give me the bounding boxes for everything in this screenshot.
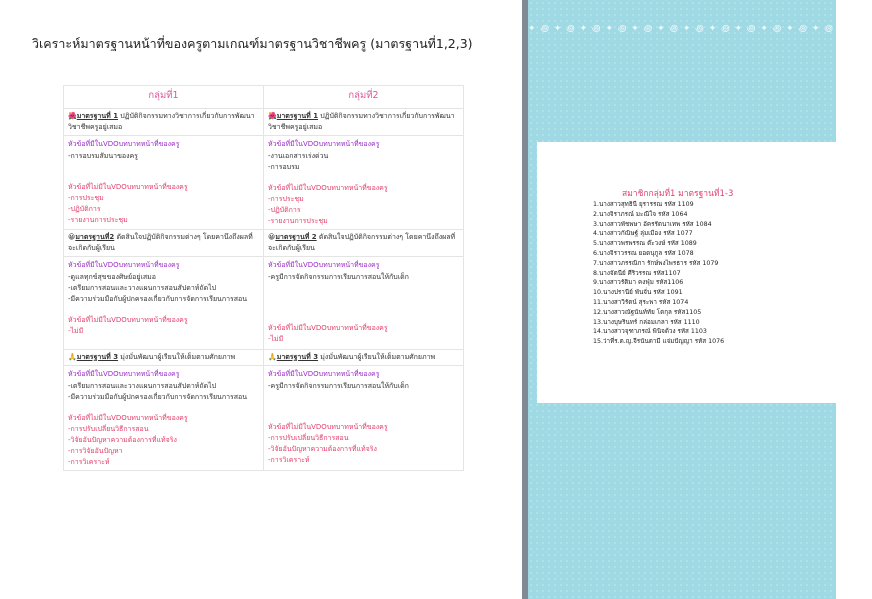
found-title: หัวข้อที่มีในVDOบทบาทหน้าที่ของครู [68, 261, 180, 269]
flower-icon: 🌺 [268, 112, 277, 120]
list-item: 3.นางสาวพัชพษา อัครรัตนาเทพ รหัส 1084 [593, 220, 712, 228]
members-card [537, 142, 836, 403]
standard-2-group2-content [264, 257, 464, 350]
analysis-table [63, 85, 464, 471]
group1-header: กลุ่มที่1 [64, 86, 264, 109]
missing-title: หัวข้อที่ไม่มีในVDOบทบาทหน้าที่ของครู [268, 184, 388, 192]
table-row [64, 350, 464, 366]
list-item: -มีความร่วมมือกับผู้ปกครองเกี่ยวกับการจัดการเรียนการสอน [68, 295, 248, 303]
list-item: -การปรับเปลี่ยนวิธีการสอน [68, 425, 149, 433]
list-item: 9.นางสาวรัติมา คงฟุ่ม รหัส1106 [593, 279, 684, 287]
standard-1-cell: 🌺มาตรฐานที่ 1 ปฏิบัติกิจกรรมทางวิชาการเกี่ยวกับการพัฒนาวิชาชีพครูอยู่เสมอ [64, 109, 264, 136]
list-item: -วิจัยอันปัญหาความต้องการที่แท้จริง [268, 445, 377, 453]
missing-title: หัวข้อที่ไม่มีในVDOบทบาทหน้าที่ของครู [268, 324, 388, 332]
list-item: -ปฏิบัติการ [268, 206, 301, 214]
group2-header: กลุ่มที่2 [264, 86, 464, 109]
standard-2-group1-content [64, 257, 264, 350]
list-item: 11.นางสาวิรัตน์ สุระพา รหัส 1074 [593, 298, 689, 306]
list-item: -การวิเคราะห์ [268, 456, 310, 464]
list-item: 1.นางสาวสุทธินี ยุรารรณ รหัส 1109 [593, 201, 694, 208]
standard-3-cell: 🙏มาตรฐานที่ 3 มุ่งมั่นพัฒนาผู้เรียนให้เต็มตามศักยภาพ [264, 350, 464, 366]
page-title: วิเคราะห์มาตรฐานหน้าที่ของครูตามเกณฑ์มาตรฐานวิชาชีพครู (มาตรฐานที่1,2,3) [32, 36, 473, 51]
list-item: -ไม่มี [268, 335, 284, 343]
smile-icon: 😀 [268, 233, 276, 241]
found-title: หัวข้อที่มีในVDOบทบาทหน้าที่ของครู [268, 140, 380, 148]
list-item: -งานเอกสารเร่งด่วน [268, 152, 329, 160]
found-title: หัวข้อที่มีในVDOบทบาทหน้าที่ของครู [268, 370, 380, 378]
list-item: -การประชุม [68, 194, 104, 202]
list-item: -การวิเคราะห์ [68, 458, 110, 466]
list-item: -การปรับเปลี่ยนวิธีการสอน [268, 434, 349, 442]
list-item: -เตรียมการสอนและวางแผนการสอนสัปดาห์ถัดไป [68, 284, 217, 292]
standard-1-group2-content [264, 136, 464, 230]
table-row [64, 366, 464, 471]
list-item: 7.นางสาวภรรณิกา รักษ์พงไพรธาร รหัส 1079 [593, 259, 719, 267]
missing-title: หัวข้อที่ไม่มีในVDOบทบาทหน้าที่ของครู [68, 414, 188, 422]
list-item: -การวิจัยอันปัญหา [68, 447, 123, 455]
standard-1-cell: 🌺มาตรฐานที่ 1 ปฏิบัติกิจกรรมทางวิชาการเกี่ยวกับการพัฒนาวิชาชีพครูอยู่เสมอ [264, 109, 464, 136]
list-item: -การอบรม [268, 163, 300, 171]
found-title: หัวข้อที่มีในVDOบทบาทหน้าที่ของครู [68, 370, 180, 378]
list-item: 4.นางสาวกัณิษฐ์ ลุ่มเมือง รหัส 1077 [593, 230, 693, 238]
flower-icon: 🌺 [68, 112, 77, 120]
standard-3-group1-content [64, 366, 264, 471]
list-item: 6.นางจิราวรรณ ยอดนุกูล รหัส 1078 [593, 249, 694, 257]
hands-icon: 🙏 [68, 353, 77, 361]
standard-2-cell: 😀มาตรฐานที่2 ตัดสินใจปฏิบัติกิจกรรมต่างๆ โดยคานึงถึงผลที่จะเกิดกับผู้เรียน [64, 230, 264, 257]
list-item: -รายงานการประชุม [268, 217, 328, 225]
list-item: 14.นางสาวจุฑาภรณ์ พินิจด้วง รหัส 1103 [593, 328, 707, 336]
list-item: 13.นางบุษรินทร์ กล่อมเกลา รหัส 1110 [593, 318, 700, 326]
members-title: สมาชิกกลุ่มที่1 มาตรฐานที่1-3 [622, 189, 734, 199]
missing-title: หัวข้อที่ไม่มีในVDOบทบาทหน้าที่ของครู [268, 423, 388, 431]
list-item: -การประชุม [268, 195, 304, 203]
standard-3-group2-content [264, 366, 464, 471]
list-item: 15.ว่าที่ร.ต.ญ.จีรนันตามี แจ่มปัญญา รหัส 1076 [593, 338, 725, 346]
lace-border: ✦ ꩜ ✦ ꩜ ✦ ꩜ ✦ ꩜ ✦ ꩜ ✦ ꩜ ✦ ꩜ ✦ ꩜ ✦ ꩜ ✦ ꩜ ✦ ꩜ ✦ ꩜ ✦ ꩜ ✦ [528, 24, 872, 34]
list-item: 8.นางจัตนีย์ ศีริวรรณ รหัส1107 [593, 269, 681, 277]
list-item: -รายงานการประชุม [68, 216, 128, 224]
standard-2-cell: 😀มาตรฐานที่ 2 ตัดสินใจปฏิบัติกิจกรรมต่างๆ โดยคานึงถึงผลที่จะเกิดกับผู้เรียน [264, 230, 464, 257]
list-item: -ครูมีการจัดกิจกรรมการเรียนการสอนให้กับเด็ก [268, 382, 409, 390]
table-row [64, 109, 464, 136]
list-item: -ปฏิบัติการ [68, 205, 101, 213]
list-item: -ไม่มี [68, 327, 84, 335]
smile-icon: 😀 [68, 233, 76, 241]
list-item: 2.นางจิราภรณ์ มะณีใจ รหัส 1064 [593, 210, 688, 218]
found-title: หัวข้อที่มีในVDOบทบาทหน้าที่ของครู [68, 140, 180, 148]
members-list [593, 200, 724, 347]
missing-title: หัวข้อที่ไม่มีในVDOบทบาทหน้าที่ของครู [68, 316, 188, 324]
list-item: -เตรียมการสอนและวางแผนการสอนสัปดาห์ถัดไป [68, 382, 217, 390]
standard-3-cell: 🙏มาตรฐานที่ 3 มุ่งมั่นพัฒนาผู้เรียนให้เต็มตามศักยภาพ [64, 350, 264, 366]
standard-1-group1-content [64, 136, 264, 230]
list-item: 10.นางปรานีย์ พันจั่น รหัส 1091 [593, 289, 683, 297]
list-item: -วิจัยอันปัญหาความต้องการที่แท้จริง [68, 436, 177, 444]
list-item: -การอบรมสัมนาของครู [68, 152, 138, 160]
hands-icon: 🙏 [268, 353, 277, 361]
table-row [64, 136, 464, 230]
list-item: -ครูมีการจัดกิจกรรมการเรียนการสอนให้กับเด็ก [268, 273, 409, 281]
list-item: 5.นางสาวพรพรรณ ต๊ะวงษ์ รหัส 1089 [593, 240, 697, 248]
list-item: 12.นางสาวณัฐนันท์ทัย โตกุล รหัส1105 [593, 308, 702, 316]
list-item: -มีความร่วมมือกับผู้ปกครองเกี่ยวกับการจัดการเรียนการสอน [68, 393, 248, 401]
found-title: หัวข้อที่มีในVDOบทบาทหน้าที่ของครู [268, 261, 380, 269]
table-row [64, 230, 464, 257]
list-item: -ดูแลทุกข์สุขของศิษย์อยู่เสมอ [68, 273, 156, 281]
table-row [64, 257, 464, 350]
missing-title: หัวข้อที่ไม่มีในVDOบทบาทหน้าที่ของครู [68, 183, 188, 191]
